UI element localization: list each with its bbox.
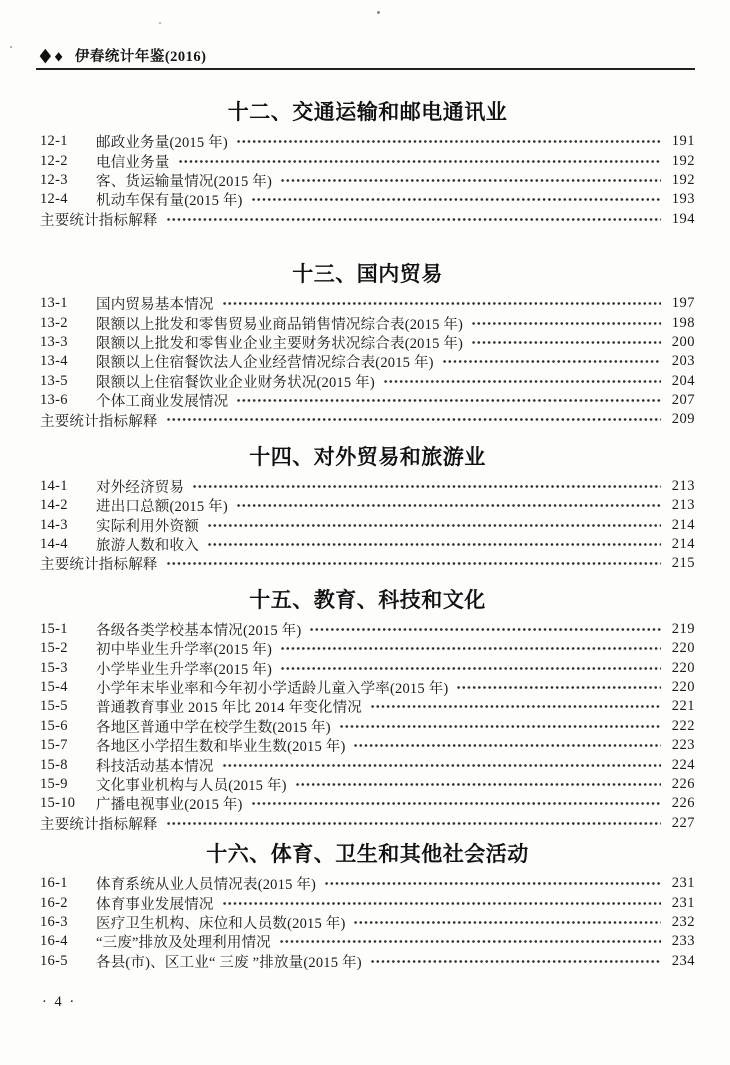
entry-number: 15-8 [40,756,68,773]
entry-number: 13-1 [40,295,68,312]
entry-page-number: 220 [671,679,695,695]
toc-section [40,841,695,971]
entry-page-number: 207 [671,392,695,409]
entry-page-number: 192 [671,152,695,169]
entry-title: 个体工商业发展情况 [96,394,229,411]
entry-number: 14-1 [40,477,68,494]
entry-page-number: 234 [671,952,695,969]
dot-leader [222,296,661,311]
entry-number: 16-4 [40,933,68,950]
entry-title: 机动车保有量(2015 年) [96,193,243,210]
entry-title: 体育系统从业人员情况表(2015 年) [96,877,317,894]
entry-number: 13-6 [40,392,68,409]
dot-leader [251,192,661,207]
entry-page-number: 215 [671,555,695,572]
dot-leader [324,876,661,891]
section-entries [40,477,695,574]
entry-title: 体育事业发展情况 [96,896,214,913]
entry-number: 13-4 [40,353,68,370]
dot-leader [456,680,661,695]
toc-entry [40,496,695,515]
entry-title: 限额以上批发和零售贸易业商品销售情况综合表(2015 年) [96,316,464,333]
entry-page-number: 194 [671,210,695,227]
entry-number: 16-3 [40,913,68,930]
dot-leader [236,498,661,513]
dot-leader [353,915,661,930]
dot-leader [178,154,662,169]
entry-title: 主要统计指标解释 [40,413,158,430]
entry-title: 主要统计指标解释 [40,557,158,574]
dot-leader [222,896,661,911]
toc-entry [40,814,695,833]
entry-number: 16-5 [40,952,68,969]
entry-number: 15-10 [40,795,76,812]
toc-entry [40,372,695,391]
entry-number: 16-2 [40,894,68,911]
entry-page-number: 226 [671,775,695,792]
dot-leader [222,758,661,773]
entry-page-number: 231 [671,894,695,911]
toc-entry [40,132,695,151]
entry-title: “三废”排放及处理利用情况 [96,935,271,952]
entry-number: 12-2 [40,152,68,169]
dot-leader [471,335,661,350]
table-of-contents [40,99,695,971]
dot-leader [251,796,661,811]
entry-page-number: 213 [671,497,695,514]
entry-title: 各县(市)、区工业“ 三废 ”排放量(2015 年) [96,954,362,971]
entry-number: 12-3 [40,171,68,188]
entry-page-number: 226 [671,795,695,812]
entry-title: 限额以上住宿餐饮业企业财务状况(2015 年) [96,374,375,391]
entry-page-number: 209 [671,411,695,428]
entry-title: 医疗卫生机构、床位和人员数(2015 年) [96,915,346,932]
entry-title: 普通教育事业 2015 年比 2014 年变化情况 [96,700,362,717]
dot-leader [166,412,661,427]
entry-number: 15-4 [40,679,68,695]
entry-title: 国内贸易基本情况 [96,297,214,314]
toc-entry [40,190,695,209]
entry-title: 电信业务量 [96,154,170,171]
section-entries [40,132,695,229]
section-title: 十六、体育、卫生和其他社会活动 [206,842,529,866]
section-title: 十三、国内贸易 [292,262,443,286]
toc-entry [40,554,695,573]
dot-leader [370,954,661,969]
dot-leader [207,537,661,552]
entry-title: 各地区普通中学在校学生数(2015 年) [96,719,331,736]
entry-title: 旅游人数和收入 [96,538,199,555]
entry-page-number: 214 [671,516,695,533]
entry-number: 14-4 [40,536,68,553]
entry-number: 13-5 [40,372,68,389]
toc-entry [40,477,695,496]
toc-entry [40,391,695,410]
entry-number: 15-2 [40,640,68,657]
entry-title: 客、货运输量情况(2015 年) [96,173,272,190]
entry-title: 限额以上住宿餐饮法人企业经营情况综合表(2015 年) [96,355,434,372]
toc-entry [40,932,695,951]
entry-title: 各地区小学招生数和毕业生数(2015 年) [96,739,346,756]
dot-leader [471,316,661,331]
dot-leader [207,518,661,533]
page-number: · 4 · [42,994,77,1010]
entry-page-number: 192 [671,171,695,188]
entry-number: 15-9 [40,775,68,792]
toc-entry [40,333,695,352]
entry-title: 进出口总额(2015 年) [96,499,228,516]
entry-page-number: 213 [671,477,695,494]
diamond-icon: ◆ [39,45,52,66]
toc-section [40,261,695,430]
yearbook-title: 伊春统计年鉴(2016) [74,49,207,65]
section-title: 十四、对外贸易和旅游业 [249,445,486,469]
toc-section [40,99,695,229]
dot-leader [192,479,661,494]
dot-leader [353,738,661,753]
scan-speck [10,46,12,48]
entry-number: 15-6 [40,717,68,734]
entry-title: 实际利用外资额 [96,518,199,535]
dot-leader [442,354,661,369]
entry-page-number: 191 [671,133,695,150]
toc-entry [40,775,695,794]
dot-leader [279,934,661,949]
section-entries [40,620,695,833]
entry-number: 13-2 [40,314,68,331]
entry-number: 12-4 [40,191,68,208]
dot-leader [166,816,661,831]
page-header [36,0,695,70]
entry-page-number: 233 [671,933,695,950]
toc-entry [40,952,695,971]
entry-number: 14-3 [40,516,68,533]
entry-title: 邮政业务量(2015 年) [96,135,228,152]
entry-page-number: 224 [671,756,695,773]
entry-title: 各级各类学校基本情况(2015 年) [96,622,302,639]
entry-number: 14-2 [40,497,68,514]
entry-page-number: 203 [671,353,695,370]
toc-section [40,587,695,833]
entry-page-number: 231 [671,875,695,892]
toc-entry [40,874,695,893]
dot-leader [280,641,661,656]
toc-entry [40,697,695,716]
entry-page-number: 219 [671,620,695,637]
entry-page-number: 220 [671,640,695,657]
entry-page-number: 198 [671,314,695,331]
toc-entry [40,410,695,429]
section-title: 十二、交通运输和邮电通讯业 [227,101,508,124]
toc-entry [40,736,695,755]
section-entries [40,294,695,430]
dot-leader [309,622,661,637]
dot-leader [166,556,661,571]
entry-title: 小学毕业生升学率(2015 年) [96,661,272,678]
dot-leader [295,777,661,792]
entry-title: 主要统计指标解释 [40,212,158,229]
entry-number: 16-1 [40,875,68,892]
toc-entry [40,658,695,677]
dot-leader [280,661,661,676]
toc-entry [40,515,695,534]
toc-entry [40,313,695,332]
entry-title: 限额以上批发和零售业企业主要财务状况综合表(2015 年) [96,335,464,352]
entry-number: 12-1 [40,133,68,150]
toc-entry [40,210,695,229]
entry-page-number: 223 [671,737,695,754]
entry-title: 主要统计指标解释 [40,816,158,833]
entry-title: 小学年末毕业率和今年初小学适龄儿童入学率(2015 年) [96,681,449,698]
dot-leader [166,212,661,227]
entry-number: 15-7 [40,737,68,754]
entry-number: 15-3 [40,659,68,676]
section-title: 十五、教育、科技和文化 [249,588,486,612]
section-entries [40,874,695,971]
entry-page-number: 222 [671,717,695,734]
entry-page-number: 193 [671,191,695,208]
entry-title: 广播电视事业(2015 年) [96,797,243,814]
dot-leader [236,393,661,408]
toc-entry [40,717,695,736]
entry-title: 科技活动基本情况 [96,758,214,775]
entry-page-number: 221 [671,698,695,715]
dot-leader [280,173,661,188]
entry-title: 对外经济贸易 [96,479,185,496]
entry-number: 15-5 [40,698,68,715]
dot-leader [370,699,661,714]
entry-page-number: 227 [671,814,695,831]
diamond-icon-small: ◆ [54,48,63,63]
dot-leader [383,374,661,389]
entry-page-number: 204 [671,372,695,389]
scan-speck [159,22,161,24]
entry-page-number: 220 [671,659,695,676]
scan-speck [377,11,380,14]
entry-title: 初中毕业生升学率(2015 年) [96,642,272,659]
toc-section [40,444,695,574]
entry-number: 15-1 [40,620,68,637]
dot-leader [339,719,661,734]
toc-entry [40,352,695,371]
entry-page-number: 197 [671,295,695,312]
toc-entry [40,893,695,912]
toc-entry [40,913,695,932]
toc-entry [40,171,695,190]
toc-entry [40,294,695,313]
entry-number: 13-3 [40,333,68,350]
entry-page-number: 200 [671,333,695,350]
toc-entry [40,151,695,170]
dot-leader [236,134,661,149]
toc-entry [40,620,695,639]
entry-title: 文化事业机构与人员(2015 年) [96,777,287,794]
entry-page-number: 232 [671,913,695,930]
toc-entry [40,639,695,658]
page-footer [42,994,76,1011]
toc-entry [40,678,695,697]
entry-page-number: 214 [671,536,695,553]
toc-entry [40,794,695,813]
toc-entry [40,755,695,774]
toc-entry [40,535,695,554]
